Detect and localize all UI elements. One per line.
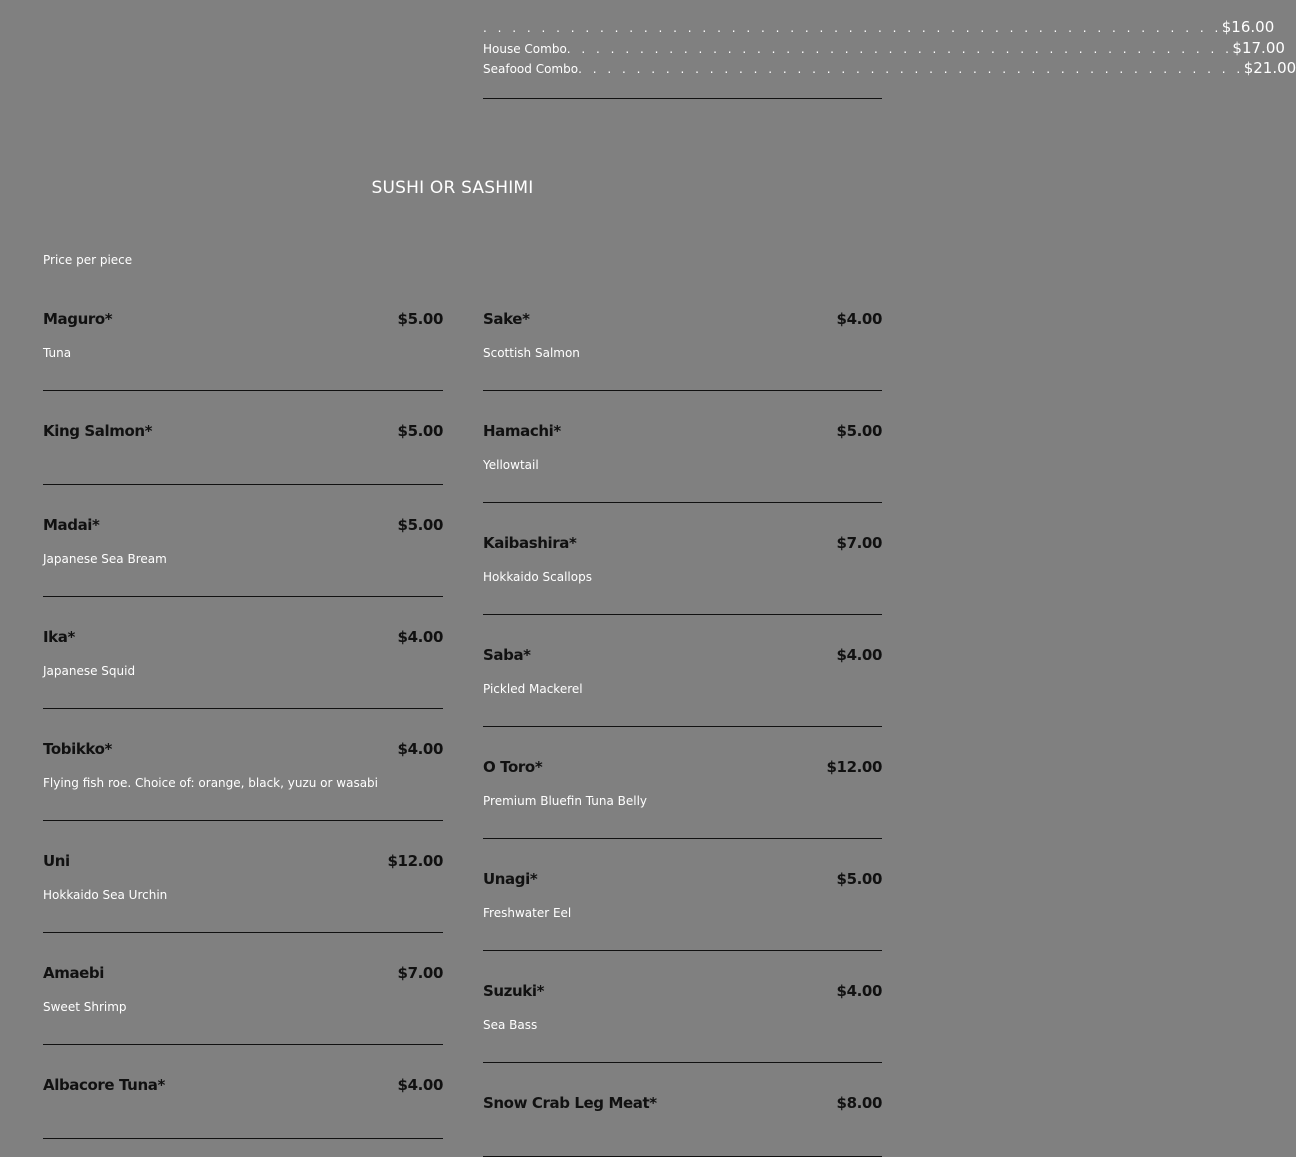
item-description: Scottish Salmon <box>483 346 580 360</box>
item-name: Uni <box>43 852 70 870</box>
menu-column-left <box>43 300 443 1139</box>
item-name: Kaibashira* <box>483 534 577 552</box>
item-price: $4.00 <box>397 628 443 646</box>
menu-item <box>483 860 882 951</box>
item-description: Hokkaido Sea Urchin <box>43 888 168 902</box>
item-price: $4.00 <box>397 740 443 758</box>
item-description: Sweet Shrimp <box>43 1000 127 1014</box>
item-description: Yellowtail <box>483 458 539 472</box>
combo-name: Seafood Combo <box>483 62 579 76</box>
menu-item <box>483 972 882 1063</box>
item-name: Hamachi* <box>483 422 561 440</box>
item-name: Albacore Tuna* <box>43 1076 165 1094</box>
item-description: Flying fish roe. Choice of: orange, black, yuzu or wasabi <box>43 776 378 790</box>
item-description: Freshwater Eel <box>483 906 572 920</box>
combo-row <box>483 58 1296 79</box>
item-name: Unagi* <box>483 870 538 888</box>
menu-item <box>43 618 443 709</box>
item-name: Snow Crab Leg Meat* <box>483 1094 657 1112</box>
item-price: $4.00 <box>836 646 882 664</box>
menu-item <box>43 842 443 933</box>
item-description: Premium Bluefin Tuna Belly <box>483 794 648 808</box>
item-price: $5.00 <box>397 422 443 440</box>
menu-item <box>43 954 443 1045</box>
dot-leader: . . . . . . . . . . . . . . . . . . . . . . . . . . . . . . . . . . . . . . . . . . . . . . <box>566 41 1233 56</box>
menu-item <box>483 1084 882 1157</box>
dot-leader: . . . . . . . . . . . . . . . . . . . . . . . . . . . . . . . . . . . . . . . . . . . . . . . . . . . <box>483 21 1222 35</box>
combo-row <box>483 17 1275 38</box>
combo-price: $16.00 <box>1221 18 1275 36</box>
item-name: Madai* <box>43 516 100 534</box>
item-description: Japanese Squid <box>43 664 136 678</box>
item-price: $5.00 <box>397 310 443 328</box>
item-description: Hokkaido Scallops <box>483 570 592 584</box>
menu-item <box>483 748 882 839</box>
item-description: Tuna <box>43 346 72 360</box>
item-price: $12.00 <box>826 758 882 776</box>
item-price: $4.00 <box>397 1076 443 1094</box>
item-description: Sea Bass <box>483 1018 538 1032</box>
combo-row <box>483 38 1285 59</box>
menu-item <box>483 636 882 727</box>
dot-leader: . . . . . . . . . . . . . . . . . . . . . . . . . . . . . . . . . . . . . . . . . . . . . . <box>578 62 1244 76</box>
combo-list <box>483 17 1296 79</box>
menu-item <box>43 1066 443 1139</box>
item-name: Sake* <box>483 310 530 328</box>
item-name: Tobikko* <box>43 740 112 758</box>
item-price: $8.00 <box>836 1094 882 1112</box>
combo-name: House Combo <box>483 41 567 56</box>
divider <box>483 98 882 99</box>
menu-item <box>43 412 443 485</box>
menu-item <box>43 300 443 391</box>
section-note: Price per piece <box>43 253 133 267</box>
item-name: Saba* <box>483 646 531 664</box>
section-title: SUSHI OR SASHIMI <box>371 178 534 198</box>
item-price: $5.00 <box>397 516 443 534</box>
item-name: Maguro* <box>43 310 113 328</box>
menu-item <box>43 730 443 821</box>
menu-item <box>483 524 882 615</box>
item-price: $4.00 <box>836 310 882 328</box>
item-price: $12.00 <box>387 852 443 870</box>
menu-item <box>43 506 443 597</box>
item-price: $7.00 <box>397 964 443 982</box>
item-price: $5.00 <box>836 422 882 440</box>
menu-item <box>483 300 882 391</box>
combo-price: $21.00 <box>1243 59 1296 77</box>
item-price: $4.00 <box>836 982 882 1000</box>
item-name: Suzuki* <box>483 982 545 1000</box>
menu-item <box>483 412 882 503</box>
item-name: Amaebi <box>43 964 105 982</box>
item-price: $5.00 <box>836 870 882 888</box>
combo-price: $17.00 <box>1232 38 1285 57</box>
item-description: Japanese Sea Bream <box>43 552 167 566</box>
item-name: King Salmon* <box>43 422 153 440</box>
item-price: $7.00 <box>836 534 882 552</box>
item-name: Ika* <box>43 628 75 646</box>
item-description: Pickled Mackerel <box>483 682 583 696</box>
menu-column-right <box>483 300 882 1157</box>
item-name: O Toro* <box>483 758 543 776</box>
